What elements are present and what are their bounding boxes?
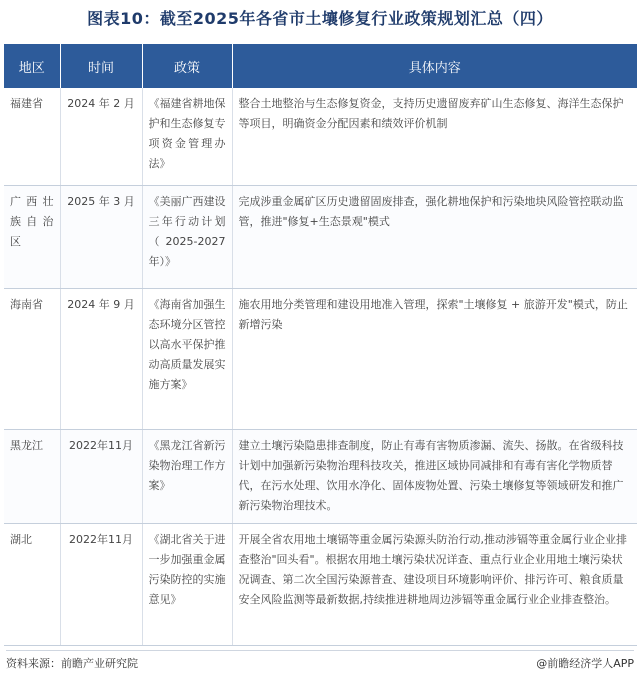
table-row [4, 185, 637, 288]
table-row [4, 523, 637, 645]
cell-time: 2024 年 2 月 [60, 88, 142, 185]
header-policy: 政策 [142, 44, 232, 88]
cell-content: 建立土壤污染隐患排查制度，防止有毒有害物质渗漏、流失、扬散。在省级科技计划中加强新污染物治理科技攻关，推进区域协同减排和有毒有害化学物质替代，在污水处理、饮用水净化、固体废物处置、污染土壤修复等领域研发和推广新污染物治理技术。 [232, 429, 637, 523]
cell-content: 完成涉重金属矿区历史遗留固废排查，强化耕地保护和污染地块风险管控联动监管，推进"修复+生态景观"模式 [232, 185, 637, 288]
brand-credit: @前瞻经济学人APP [536, 657, 634, 670]
cell-time: 2022年11月 [60, 523, 142, 645]
cell-time: 2022年11月 [60, 429, 142, 523]
cell-region: 广西壮族自治区 [4, 185, 60, 288]
footer [6, 650, 634, 674]
cell-region: 湖北 [4, 523, 60, 645]
table-row [4, 88, 637, 185]
source-note: 资料来源：前瞻产业研究院 [6, 657, 138, 670]
table-row [4, 288, 637, 429]
cell-time: 2024 年 9 月 [60, 288, 142, 429]
cell-region: 黑龙江 [4, 429, 60, 523]
header-content: 具体内容 [232, 44, 637, 88]
header-time: 时间 [60, 44, 142, 88]
cell-policy: 《美丽广西建设三年行动计划（2025-2027 年）》 [142, 185, 232, 288]
cell-policy: 《海南省加强生态环境分区管控以高水平保护推动高质量发展实施方案》 [142, 288, 232, 429]
cell-policy: 《湖北省关于进一步加强重金属污染防控的实施意见》 [142, 523, 232, 645]
cell-policy: 《黑龙江省新污染物治理工作方案》 [142, 429, 232, 523]
cell-time: 2025 年 3 月 [60, 185, 142, 288]
table-row [4, 429, 637, 523]
cell-content: 开展全省农用地土壤镉等重金属污染源头防治行动,推动涉镉等重金属行业企业排查整治"回头看"。根据农用地土壤污染状况详查、重点行业企业用地土壤污染状况调查、第二次全国污染源普查、建设项目环境影响评价、排污许可、粮食质量安全风险监测等最新数据,持续推进耕地周边涉镉等重金属行业企业排查整治。 [232, 523, 637, 645]
cell-region: 福建省 [4, 88, 60, 185]
page-title: 图表10：截至2025年各省市土壤修复行业政策规划汇总（四） [87, 9, 553, 28]
cell-policy: 《福建省耕地保护和生态修复专项资金管理办法》 [142, 88, 232, 185]
cell-content: 施农用地分类管理和建设用地准入管理，探索"土壤修复 + 旅游开发"模式，防止新增污染 [232, 288, 637, 429]
cell-region: 海南省 [4, 288, 60, 429]
header-region: 地区 [4, 44, 60, 88]
table-header-row [4, 44, 637, 88]
cell-content: 整合土地整治与生态修复资金，支持历史遗留废弃矿山生态修复、海洋生态保护等项目，明确资金分配因素和绩效评价机制 [232, 88, 637, 185]
policy-table [4, 44, 637, 646]
